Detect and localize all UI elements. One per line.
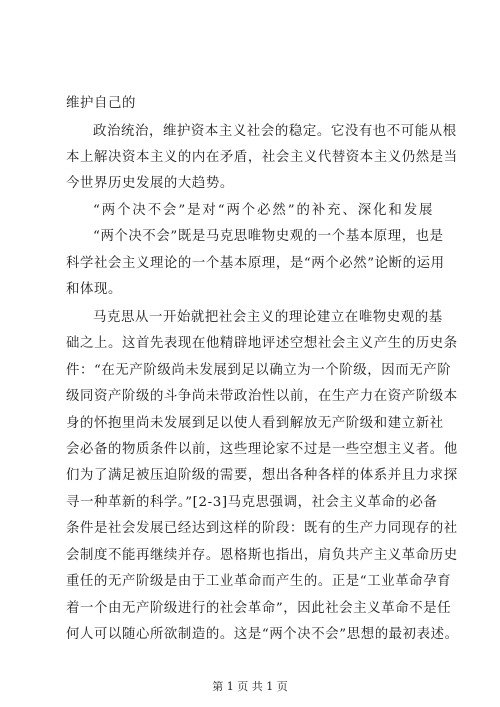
paragraph-line: 今世界历史发展的大趋势。	[66, 176, 234, 191]
paragraph-line: 身的怀抱里尚未发展到足以使人看到解放无产阶级和建立新社	[66, 416, 444, 431]
paragraph-line: 会制度不能再继续并存。恩格斯也指出，肩负共产主义革命历史	[66, 548, 458, 563]
paragraph-line: 条件是社会发展已经达到这样的阶段：既有的生产力同现存的社	[66, 521, 458, 536]
section-heading: “两个决不会”是对“两个必然”的补充、深化和发展	[93, 203, 433, 218]
page-footer: 第 1 页 共 1 页	[212, 680, 288, 693]
paragraph-line: 科学社会主义理论的一个基本原理，是“两个必然”论断的运用	[66, 256, 445, 271]
paragraph-line: 级同资产阶级的斗争尚未带政治性以前，在生产力在资产阶级本	[66, 389, 458, 404]
paragraph-line: 马克思从一开始就把社会主义的理论建立在唯物史观的基	[93, 310, 443, 325]
paragraph-line: “两个决不会”既是马克思唯物史观的一个基本原理，也是	[93, 229, 444, 244]
paragraph-line: 础之上。这首先表现在他精辟地评述空想社会主义产生的历史条	[66, 336, 458, 351]
paragraph-line: 寻一种革新的科学。”[2-3]马克思强调，社会主义革命的必备	[66, 495, 438, 510]
paragraph-line: 和体现。	[66, 282, 122, 297]
paragraph-line: 重任的无产阶级是由于工业革命而产生的。正是“工业革命孕育	[66, 574, 452, 589]
paragraph-line: 何人可以随心所欲制造的。这是“两个决不会”思想的最初表述。	[66, 627, 459, 642]
paragraph-line: 件：“在无产阶级尚未发展到足以确立为一个阶级，因而无产阶	[66, 363, 452, 378]
paragraph-line: 会必备的物质条件以前，这些理论家不过是一些空想主义者。他	[66, 442, 458, 457]
body-line: 维护自己的	[66, 96, 136, 111]
paragraph-line: 们为了满足被压迫阶级的需要，想出各种各样的体系并且力求探	[66, 468, 458, 483]
paragraph-line: 本上解决资本主义的内在矛盾，社会主义代替资本主义仍然是当	[66, 150, 458, 165]
paragraph-line: 政治统治，维护资本主义社会的稳定。它没有也不可能从根	[93, 124, 457, 139]
paragraph-line: 着一个由无产阶级进行的社会革命”，因此社会主义革命不是任	[66, 601, 452, 616]
